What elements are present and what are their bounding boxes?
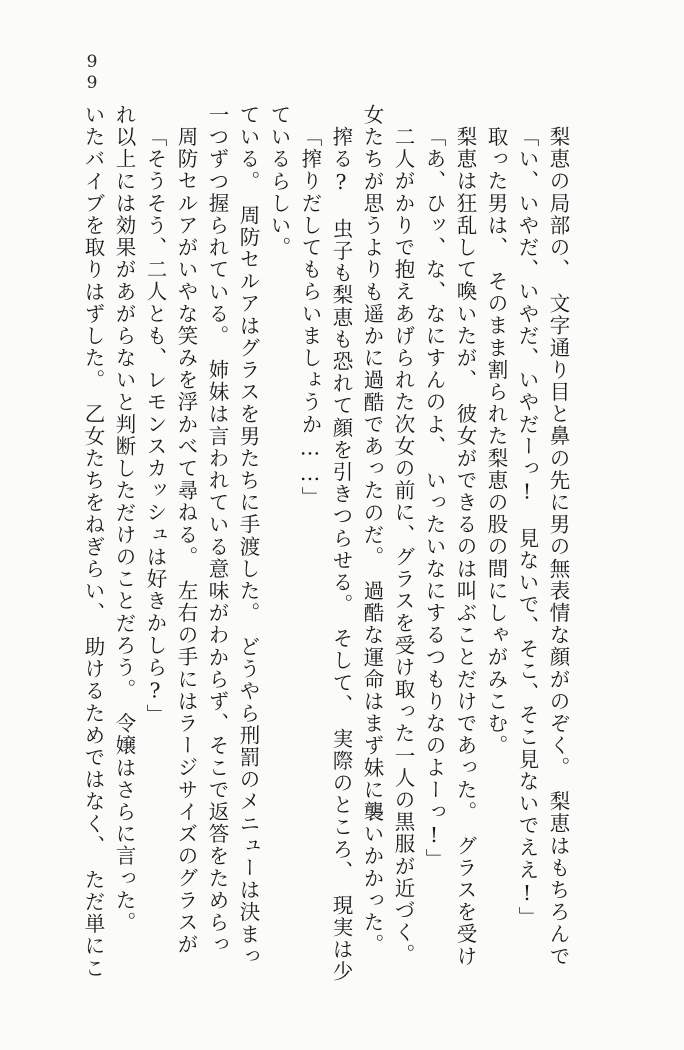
text-line: 「そうそう、二人とも、レモンスカッシュは好きかしら?」 <box>143 126 167 727</box>
text-line: 梨恵の局部の、 文字通り目と鼻の先に男の無表情な顔がのぞく。 梨恵はもちろんで <box>546 126 570 968</box>
text-line: いたバイブを取りはずした。 乙女たちをねぎらい、 助けるためではなく、 ただ単にこ <box>81 104 105 980</box>
text-line: 「搾りだしてもらいましょうか……」 <box>298 126 322 509</box>
text-line: 一つずつ握られている。 姉妹は言われている意味がわからず、そこで返答をためらっ <box>205 104 229 956</box>
text-line: 周防セルアがいやな笑みを浮かべて尋ねる。 左右の手にはラージサイズのグラスが <box>174 126 198 956</box>
text-line: 「い、いやだ、いやだ、いやだーっ! 見ないで、そこ、そこ見ないでええ!」 <box>515 126 539 929</box>
text-line: ている。 周防セルアはグラスを男たちに手渡した。 どうやら刑罰のメニューは決まっ <box>236 104 260 968</box>
text-line: 取った男は、 そのまま割られた梨恵の股の間にしゃがみこむ。 <box>484 126 508 757</box>
text-line: 二人がかりで抱えあげられた次女の前に、グラスを受け取った一人の黒服が近づく。 <box>391 126 415 966</box>
text-line: 女たちが思うよりも遥かに過酷であったのだ。 過酷な運命はまず妹に襲いかかった。 <box>360 104 384 956</box>
text-line: 「あ、ひッ、な、なにすんのよ、 いったいなにするつもりなのよーっ!」 <box>422 126 446 871</box>
text-line: 梨恵は狂乱して喚いたが、 彼女ができるのは叫ぶことだけであった。 グラスを受け <box>453 126 477 968</box>
vertical-text-block <box>72 104 632 983</box>
text-line: 搾る? 虫子も梨恵も恐れて顔を引きつらせる。 そして、 実際のところ、 現実は少 <box>329 126 353 983</box>
text-line: ているらしい。 <box>267 104 291 259</box>
page-number: 99 <box>82 52 102 94</box>
text-line: れ以上には効果があがらないと判断しただけのことだろう。 令嬢はさらに言った。 <box>112 104 136 934</box>
